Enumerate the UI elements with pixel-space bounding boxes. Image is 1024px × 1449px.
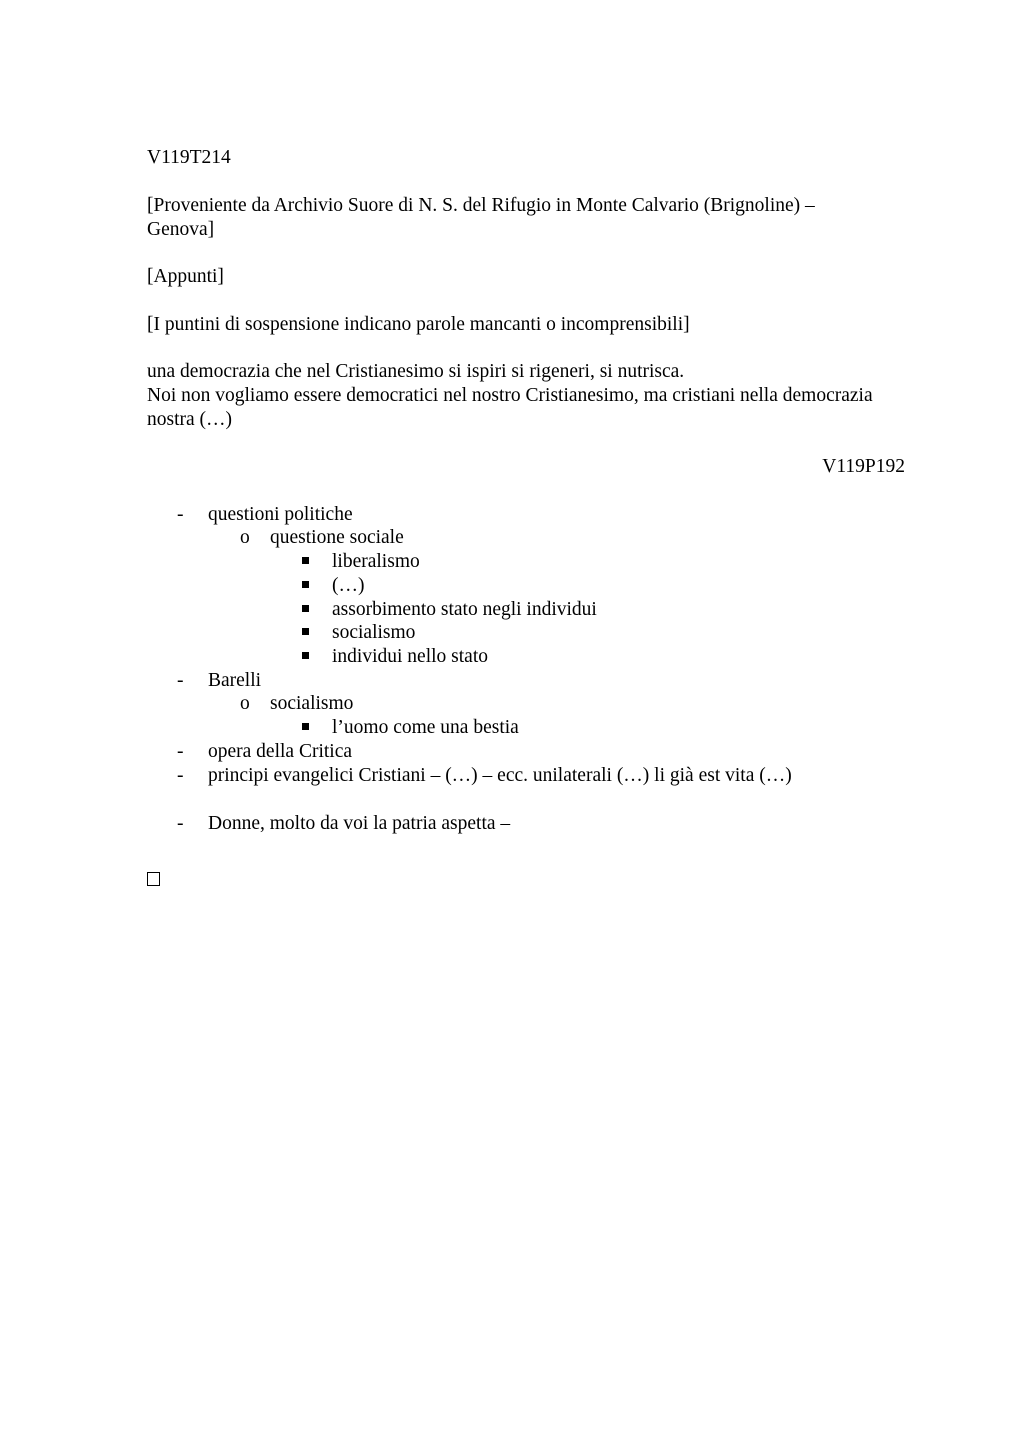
provenance-line-2: Genova] [147, 219, 215, 240]
dash-bullet: - [177, 670, 184, 691]
body-line-2: Noi non vogliamo essere democratici nel nostro Cristianesimo, ma cristiani nella democrazia [147, 385, 873, 406]
list-item-text: assorbimento stato negli individui [332, 599, 597, 620]
square-bullet-icon [302, 557, 309, 564]
body-line-3: nostra (…) [147, 409, 233, 430]
list-item-text: socialismo [270, 693, 354, 714]
list-item-text: l’uomo come una bestia [332, 717, 519, 738]
body-line-1: una democrazia che nel Cristianesimo si ispiri si rigeneri, si nutrisca. [147, 361, 685, 382]
list-item-text: individui nello stato [332, 646, 488, 667]
square-bullet-icon [302, 652, 309, 659]
type-note: [Appunti] [147, 266, 224, 287]
circle-bullet: o [240, 527, 250, 548]
dash-bullet: - [177, 765, 184, 786]
list-item-text: Barelli [208, 670, 262, 691]
list-item-text: questione sociale [270, 527, 404, 548]
dash-bullet: - [177, 741, 184, 762]
square-bullet-icon [302, 581, 309, 588]
square-bullet-icon [302, 723, 309, 730]
square-bullet-icon [302, 628, 309, 635]
ellipsis-note: [I puntini di sospensione indicano parole mancanti o incomprensibili] [147, 314, 690, 335]
square-bullet-icon [302, 605, 309, 612]
list-item-text: questioni politiche [208, 504, 353, 525]
document-code: V119T214 [147, 147, 231, 168]
page-reference: V119P192 [822, 456, 905, 477]
dash-bullet: - [177, 504, 184, 525]
list-item-text: principi evangelici Cristiani – (…) – ecc. unilaterali (…) li già est vita (…) [208, 765, 792, 786]
list-item-text: liberalismo [332, 551, 420, 572]
list-item-text: Donne, molto da voi la patria aspetta – [208, 813, 511, 834]
list-item-text: (…) [332, 575, 365, 596]
provenance-line-1: [Proveniente da Archivio Suore di N. S. del Rifugio in Monte Calvario (Brignoline) – [147, 195, 815, 216]
circle-bullet: o [240, 693, 250, 714]
empty-checkbox-glyph [147, 872, 160, 886]
dash-bullet: - [177, 813, 184, 834]
list-item-text: socialismo [332, 622, 416, 643]
list-item-text: opera della Critica [208, 741, 353, 762]
